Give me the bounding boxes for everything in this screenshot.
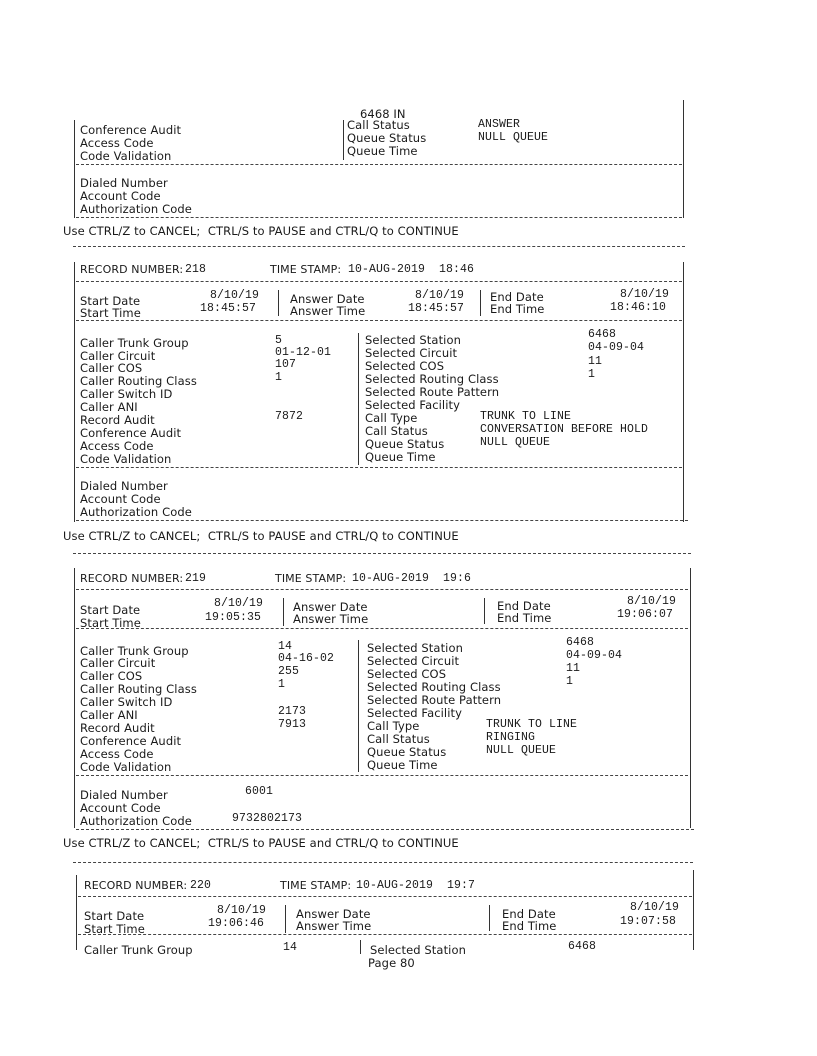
- selected-circuit: 04-09-04: [588, 341, 645, 354]
- divider: [73, 553, 691, 554]
- end-date: 8/10/19: [620, 288, 670, 301]
- selected-cos-label: Selected COS: [365, 359, 445, 373]
- record-audit-label: Record Audit: [80, 721, 155, 735]
- caller-ani: 2173: [278, 705, 307, 718]
- column-sep: [480, 290, 481, 316]
- start-date-label: Start Date: [84, 909, 145, 923]
- conference-audit-label: Conference Audit: [80, 426, 182, 440]
- call-type-label: Call Type: [365, 411, 418, 425]
- selected-station: 6468: [566, 636, 595, 649]
- end-time: 18:46:10: [610, 301, 667, 314]
- start-time-label: Start Time: [80, 306, 141, 320]
- queue-status-label: Queue Status: [365, 437, 445, 451]
- right-border: [693, 870, 694, 950]
- record-number-label: RECORD NUMBER:: [80, 572, 184, 585]
- divider: [76, 164, 682, 165]
- caller-trunk-group: 14: [278, 640, 293, 653]
- end-time-label: End Time: [490, 302, 545, 316]
- column-sep: [484, 598, 485, 624]
- account-code-label: Account Code: [80, 492, 161, 506]
- caller-trunk-group: 14: [283, 941, 298, 954]
- start-time-label: Start Time: [80, 616, 141, 630]
- start-time: 18:45:57: [200, 302, 257, 315]
- call-type: TRUNK TO LINE: [486, 718, 578, 731]
- dialed-number-label: Dialed Number: [80, 788, 168, 802]
- divider: [76, 520, 688, 521]
- record-number-label: RECORD NUMBER:: [84, 879, 188, 892]
- queue-time-label: Queue Time: [367, 758, 438, 772]
- call-type-label: Call Type: [367, 719, 420, 733]
- selected-route-pattern-label: Selected Route Pattern: [367, 693, 502, 707]
- caller-switch-id-label: Caller Switch ID: [80, 695, 173, 709]
- start-date: 8/10/19: [217, 904, 267, 917]
- cancel-prompt: Use CTRL/Z to CANCEL; CTRL/S to PAUSE and CTRL/Q to CONTINUE: [63, 836, 459, 850]
- call-status-label: Call Status: [347, 118, 410, 132]
- cancel-prompt: Use CTRL/Z to CANCEL; CTRL/S to PAUSE and CTRL/Q to CONTINUE: [63, 529, 459, 543]
- caller-ani-label: Caller ANI: [80, 708, 138, 722]
- column-sep: [489, 905, 490, 931]
- selected-circuit-label: Selected Circuit: [367, 654, 460, 668]
- call-type: TRUNK TO LINE: [480, 410, 572, 423]
- caller-circuit-label: Caller Circuit: [80, 349, 156, 363]
- caller-switch-id-label: Caller Switch ID: [80, 387, 173, 401]
- record-audit-label: Record Audit: [80, 413, 155, 427]
- queue-status: NULL QUEUE: [480, 436, 551, 449]
- left-border: [76, 875, 77, 950]
- access-code-label: Access Code: [80, 747, 154, 761]
- queue-status: NULL QUEUE: [486, 744, 557, 757]
- start-date-label: Start Date: [80, 603, 141, 617]
- end-time-label: End Time: [497, 611, 552, 625]
- call-status-label: Call Status: [365, 424, 428, 438]
- selected-cos: 11: [566, 662, 581, 675]
- left-border: [74, 120, 75, 218]
- answer-date-label: Answer Date: [290, 292, 365, 306]
- answer-time-label: Answer Time: [293, 612, 369, 626]
- start-time-label: Start Time: [84, 922, 145, 936]
- authorization-code-label: Authorization Code: [80, 202, 192, 216]
- code-validation-label: Code Validation: [80, 760, 172, 774]
- answer-date-label: Answer Date: [296, 907, 371, 921]
- caller-routing-class-label: Caller Routing Class: [80, 682, 197, 696]
- answer-time-label: Answer Time: [296, 919, 372, 933]
- time-stamp-label: TIME STAMP:: [275, 572, 347, 585]
- account-code-label: Account Code: [80, 189, 161, 203]
- call-status-label: Call Status: [367, 732, 430, 746]
- time-stamp-label: TIME STAMP:: [270, 263, 342, 276]
- divider: [76, 320, 682, 321]
- selected-station-label: Selected Station: [367, 641, 463, 655]
- caller-circuit: 04-16-02: [278, 652, 335, 665]
- caller-circuit-label: Caller Circuit: [80, 656, 156, 670]
- call-status: RINGING: [486, 731, 536, 744]
- record-number: 219: [185, 572, 207, 585]
- authorization-code-label: Authorization Code: [80, 505, 192, 519]
- column-sep: [358, 333, 359, 465]
- caller-cos-label: Caller COS: [80, 669, 143, 683]
- code-validation-label: Code Validation: [80, 149, 172, 163]
- start-date-label: Start Date: [80, 294, 141, 308]
- queue-status-label: Queue Status: [367, 745, 447, 759]
- selected-cos: 11: [588, 355, 603, 368]
- page-number: Page 80: [368, 956, 415, 970]
- authorization-code-label: Authorization Code: [80, 814, 192, 828]
- call-status: CONVERSATION BEFORE HOLD: [480, 423, 649, 436]
- dialed-number: 6001: [245, 785, 274, 798]
- caller-routing-class: 1: [275, 371, 283, 384]
- queue-time-label: Queue Time: [347, 144, 418, 158]
- caller-routing-class: 1: [278, 678, 286, 691]
- caller-trunk-group: 5: [275, 334, 283, 347]
- selected-routing-class: 1: [588, 368, 596, 381]
- record-number: 218: [185, 263, 207, 276]
- column-sep: [283, 598, 284, 626]
- divider: [76, 217, 682, 218]
- divider: [76, 281, 682, 282]
- selected-routing-class-label: Selected Routing Class: [365, 372, 499, 386]
- right-border: [683, 100, 684, 218]
- selected-station-label: Selected Station: [365, 333, 461, 347]
- divider: [78, 934, 692, 935]
- caller-routing-class-label: Caller Routing Class: [80, 374, 197, 388]
- answer-time-label: Answer Time: [290, 304, 366, 318]
- dialed-number-label: Dialed Number: [80, 479, 168, 493]
- end-date-label: End Date: [502, 907, 556, 921]
- conference-audit-label: Conference Audit: [80, 123, 182, 137]
- right-border: [683, 262, 684, 522]
- record-audit: 7913: [278, 718, 307, 731]
- answer-date: 8/10/19: [415, 289, 465, 302]
- divider: [76, 829, 694, 830]
- end-date: 8/10/19: [627, 595, 677, 608]
- selected-circuit-label: Selected Circuit: [365, 346, 458, 360]
- selected-facility-label: Selected Facility: [367, 706, 463, 720]
- divider: [76, 775, 688, 776]
- end-date: 8/10/19: [630, 901, 680, 914]
- dialed-number-label: Dialed Number: [80, 176, 168, 190]
- divider: [76, 467, 682, 468]
- selected-station-label: Selected Station: [370, 943, 466, 957]
- cancel-prompt: Use CTRL/Z to CANCEL; CTRL/S to PAUSE and CTRL/Q to CONTINUE: [63, 224, 459, 238]
- selected-circuit: 04-09-04: [566, 649, 623, 662]
- call-status-value: ANSWER: [478, 118, 521, 131]
- divider: [76, 628, 688, 629]
- start-time: 19:06:46: [208, 917, 265, 930]
- start-date: 8/10/19: [214, 597, 264, 610]
- start-time: 19:05:35: [205, 611, 262, 624]
- divider: [78, 896, 692, 897]
- end-time-label: End Time: [502, 919, 557, 933]
- queue-status-value: NULL QUEUE: [478, 131, 549, 144]
- selected-routing-class: 1: [566, 675, 574, 688]
- divider: [73, 862, 693, 863]
- column-sep: [358, 640, 359, 772]
- selected-route-pattern-label: Selected Route Pattern: [365, 385, 500, 399]
- selected-station: 6468: [568, 940, 597, 953]
- record-number-label: RECORD NUMBER:: [80, 263, 184, 276]
- right-border: [690, 568, 691, 828]
- station-in: 6468 IN: [360, 107, 406, 121]
- mid-border: [343, 120, 344, 160]
- end-time: 19:06:07: [617, 608, 674, 621]
- time-stamp-label: TIME STAMP:: [280, 879, 352, 892]
- account-code-label: Account Code: [80, 801, 161, 815]
- column-sep: [278, 290, 279, 316]
- access-code-label: Access Code: [80, 136, 154, 150]
- column-sep: [285, 905, 286, 933]
- caller-cos: 107: [275, 358, 297, 371]
- start-date: 8/10/19: [210, 289, 260, 302]
- record-number: 220: [190, 879, 212, 892]
- answer-time: 18:45:57: [408, 302, 465, 315]
- record-audit: 7872: [275, 410, 304, 423]
- column-sep: [360, 940, 361, 954]
- time-stamp: 10-AUG-2019 19:6: [352, 572, 472, 585]
- queue-status-label: Queue Status: [347, 131, 427, 145]
- divider: [76, 589, 688, 590]
- time-stamp: 10-AUG-2019 18:46: [348, 263, 475, 276]
- caller-ani-label: Caller ANI: [80, 400, 138, 414]
- selected-cos-label: Selected COS: [367, 667, 447, 681]
- selected-station: 6468: [588, 328, 617, 341]
- caller-cos-label: Caller COS: [80, 361, 143, 375]
- left-border: [74, 262, 75, 522]
- caller-trunk-group-label: Caller Trunk Group: [84, 943, 193, 957]
- end-date-label: End Date: [490, 290, 544, 304]
- divider: [73, 246, 685, 247]
- authorization-code: 9732802173: [232, 812, 303, 825]
- caller-cos: 255: [278, 665, 300, 678]
- caller-trunk-group-label: Caller Trunk Group: [80, 644, 189, 658]
- code-validation-label: Code Validation: [80, 452, 172, 466]
- selected-routing-class-label: Selected Routing Class: [367, 680, 501, 694]
- access-code-label: Access Code: [80, 439, 154, 453]
- selected-facility-label: Selected Facility: [365, 398, 461, 412]
- answer-date-label: Answer Date: [293, 600, 368, 614]
- caller-circuit: 01-12-01: [275, 346, 332, 359]
- left-border: [74, 568, 75, 828]
- conference-audit-label: Conference Audit: [80, 734, 182, 748]
- caller-trunk-group-label: Caller Trunk Group: [80, 336, 189, 350]
- time-stamp: 10-AUG-2019 19:7: [356, 879, 476, 892]
- end-time: 19:07:58: [620, 915, 677, 928]
- end-date-label: End Date: [497, 599, 551, 613]
- queue-time-label: Queue Time: [365, 450, 436, 464]
